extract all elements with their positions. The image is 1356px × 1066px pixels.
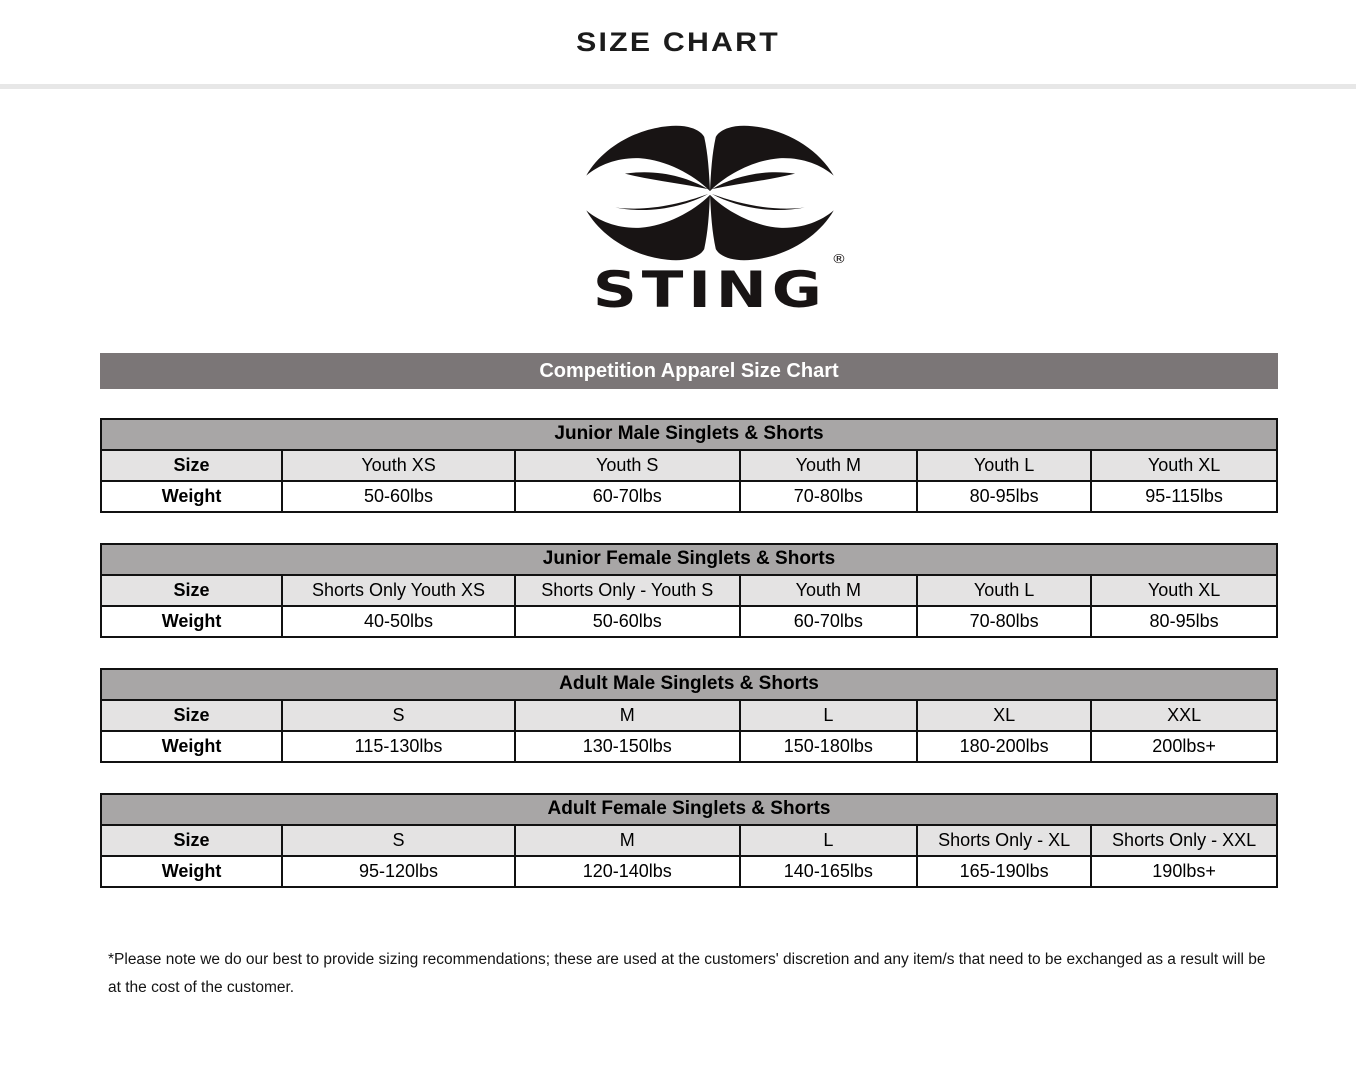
size-cell: Youth XL (1091, 450, 1277, 481)
junior-female-size-table (100, 543, 1278, 638)
weight-cell: 70-80lbs (917, 606, 1091, 637)
page-header (0, 0, 1356, 84)
size-cell: XL (917, 700, 1091, 731)
header-divider (0, 84, 1356, 89)
adult-female-size-table (100, 793, 1278, 888)
weight-cell: 80-95lbs (917, 481, 1091, 512)
size-row (101, 450, 1277, 481)
weight-row (101, 856, 1277, 887)
size-cell: Youth L (917, 575, 1091, 606)
size-cell: Youth L (917, 450, 1091, 481)
weight-cell: 200lbs+ (1091, 731, 1277, 762)
table-title: Junior Female Singlets & Shorts (101, 544, 1277, 575)
junior-male-size-table (100, 418, 1278, 513)
size-cell: Shorts Only - XL (917, 825, 1091, 856)
registered-trademark: ® (831, 252, 847, 266)
size-cell: S (282, 700, 515, 731)
adult-male-size-table (100, 668, 1278, 763)
size-cell: Youth M (740, 575, 918, 606)
weight-cell: 40-50lbs (282, 606, 515, 637)
page-title: SIZE CHART (576, 26, 780, 57)
weight-cell: 95-120lbs (282, 856, 515, 887)
brand-name: STING (593, 261, 827, 319)
size-cell: Youth XS (282, 450, 515, 481)
size-chart-content (100, 115, 1278, 1002)
size-cell: S (282, 825, 515, 856)
table-title: Adult Male Singlets & Shorts (101, 669, 1277, 700)
weight-cell: 60-70lbs (515, 481, 740, 512)
weight-cell: 60-70lbs (740, 606, 918, 637)
sizing-disclaimer: *Please note we do our best to provide sizing recommendations; these are used at the customers' discretion and any item/s that need to be exchanged as a result will be at the cost of the customer. (108, 951, 1266, 996)
row-label-weight: Weight (101, 731, 282, 762)
size-cell: M (515, 700, 740, 731)
weight-cell: 120-140lbs (515, 856, 740, 887)
row-label-weight: Weight (101, 856, 282, 887)
row-label-weight: Weight (101, 606, 282, 637)
weight-cell: 140-165lbs (740, 856, 918, 887)
size-cell: Shorts Only Youth XS (282, 575, 515, 606)
weight-cell: 115-130lbs (282, 731, 515, 762)
size-cell: L (740, 825, 918, 856)
row-label-size: Size (101, 825, 282, 856)
weight-row (101, 606, 1277, 637)
weight-cell: 95-115lbs (1091, 481, 1277, 512)
row-label-size: Size (101, 575, 282, 606)
row-label-size: Size (101, 450, 282, 481)
weight-cell: 80-95lbs (1091, 606, 1277, 637)
row-label-weight: Weight (101, 481, 282, 512)
size-row (101, 575, 1277, 606)
size-cell: Shorts Only - XXL (1091, 825, 1277, 856)
weight-cell: 50-60lbs (282, 481, 515, 512)
size-cell: Shorts Only - Youth S (515, 575, 740, 606)
table-title: Junior Male Singlets & Shorts (101, 419, 1277, 450)
weight-cell: 180-200lbs (917, 731, 1091, 762)
size-cell: M (515, 825, 740, 856)
size-cell: Youth S (515, 450, 740, 481)
weight-cell: 165-190lbs (917, 856, 1091, 887)
weight-row (101, 481, 1277, 512)
size-cell: Youth M (740, 450, 918, 481)
weight-cell: 150-180lbs (740, 731, 918, 762)
sting-logo (560, 115, 860, 319)
size-cell: L (740, 700, 918, 731)
weight-cell: 130-150lbs (515, 731, 740, 762)
weight-cell: 190lbs+ (1091, 856, 1277, 887)
row-label-size: Size (101, 700, 282, 731)
weight-cell: 70-80lbs (740, 481, 918, 512)
weight-cell: 50-60lbs (515, 606, 740, 637)
size-cell: Youth XL (1091, 575, 1277, 606)
size-chart-banner: Competition Apparel Size Chart (100, 353, 1278, 389)
table-title: Adult Female Singlets & Shorts (101, 794, 1277, 825)
size-cell: XXL (1091, 700, 1277, 731)
size-row (101, 825, 1277, 856)
weight-row (101, 731, 1277, 762)
size-row (101, 700, 1277, 731)
sting-wordmark (593, 252, 847, 319)
sting-wings-icon (565, 115, 855, 271)
